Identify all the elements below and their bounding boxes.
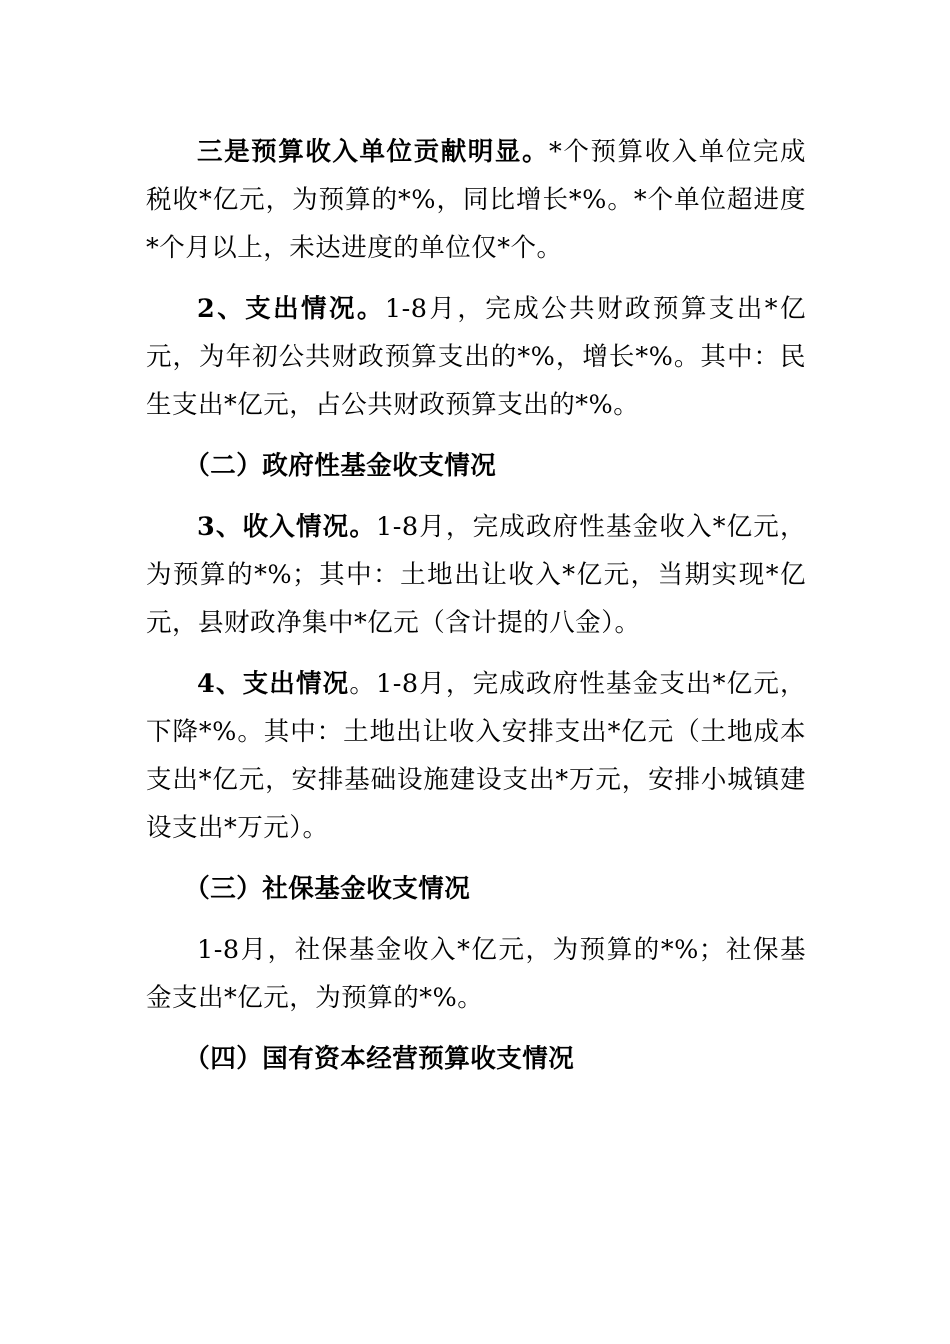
paragraph-expenditure xyxy=(146,285,806,429)
paragraph-lead: 三是预算收入单位贡献明显。 xyxy=(197,137,550,167)
paragraph-text: 1-8月，社保基金收入*亿元，为预算的*%；社保基金支出*亿元，为预算的*%。 xyxy=(146,935,806,1013)
paragraph-fund-income xyxy=(146,503,806,647)
section-heading-government-fund: （二）政府性基金收支情况 xyxy=(184,451,497,481)
paragraph-budget-units xyxy=(146,128,806,272)
paragraph-lead: 3、收入情况。 xyxy=(197,512,376,542)
paragraph-social-security xyxy=(146,926,806,1022)
section-heading-state-capital: （四）国有资本经营预算收支情况 xyxy=(184,1044,575,1074)
paragraph-text: *个预算收入单位完成税收*亿元，为预算的*%，同比增长*%。*个单位超进度*个月以上，未达进度的单位仅*个。 xyxy=(146,137,806,263)
paragraph-text: 1-8月，完成政府性基金收入*亿元，为预算的*%；其中：土地出让收入*亿元，当期实现*亿元，县财政净集中*亿元（含计提的八金）。 xyxy=(146,512,806,638)
document-page xyxy=(146,128,806,1096)
section-heading-social-security: （三）社保基金收支情况 xyxy=(184,874,471,904)
paragraph-lead: 4、支出情况 xyxy=(197,669,350,699)
paragraph-lead: 2、支出情况。 xyxy=(197,294,385,324)
paragraph-fund-expenditure xyxy=(146,660,806,852)
paragraph-text: 。1-8月，完成政府性基金支出*亿元，下降*%。其中：土地出让收入安排支出*亿元（土地成本支出*亿元，安排基础设施建设支出*万元，安排小城镇建设支出*万元）。 xyxy=(146,669,806,843)
paragraph-text: 1-8月，完成公共财政预算支出*亿元，为年初公共财政预算支出的*%，增长*%。其中：民生支出*亿元，占公共财政预算支出的*%。 xyxy=(146,294,806,420)
